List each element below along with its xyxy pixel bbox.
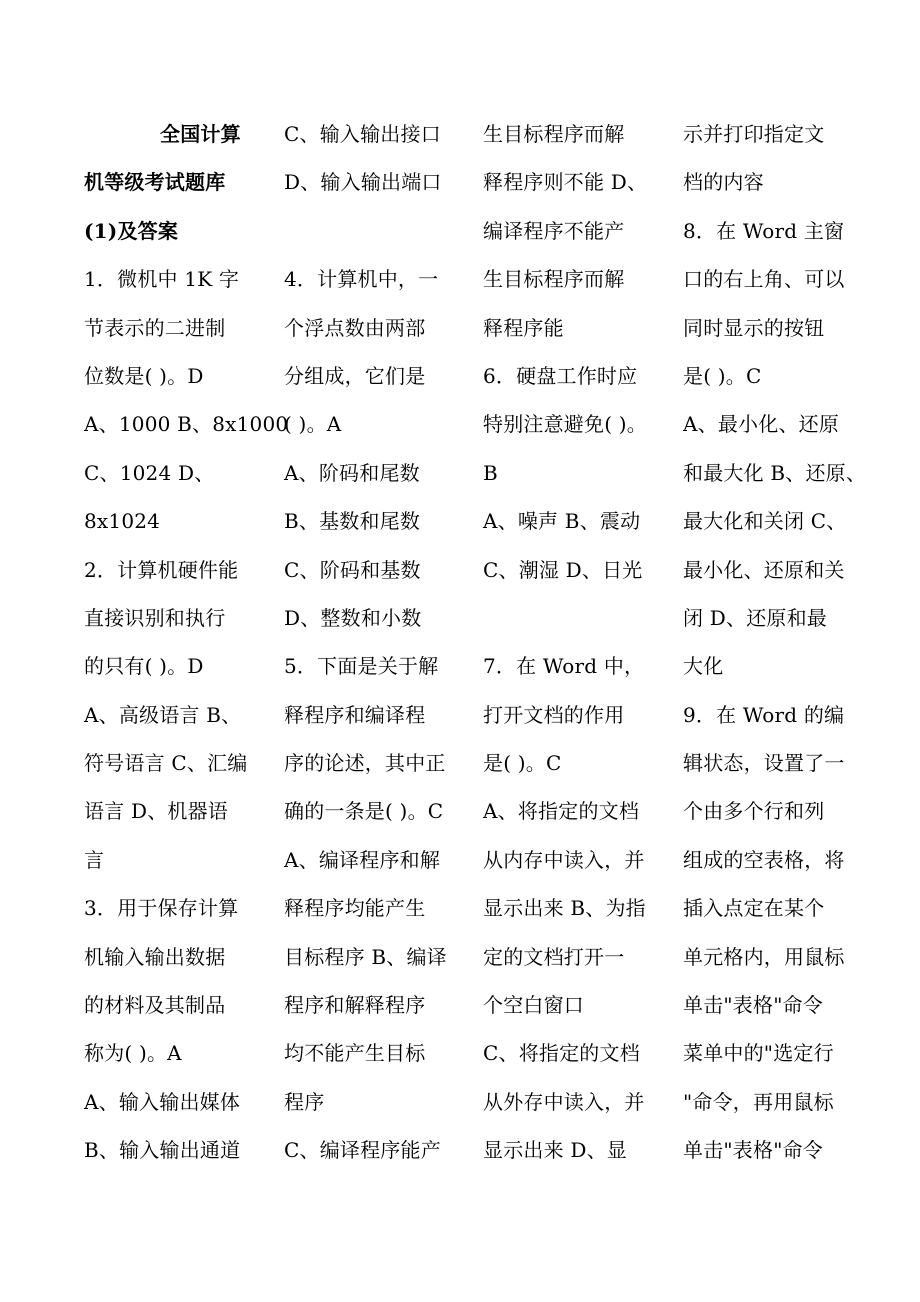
text-line [284,207,464,255]
text-line: 生目标程序而解 [483,267,625,292]
text-line: 的材料及其制品 [84,993,226,1018]
text-line: 位数是( )。D [84,363,204,388]
text-line: 节表示的二进制 [84,315,226,340]
text-line: ( )。A [284,412,342,437]
text-line: 个由多个行和列 [683,799,825,824]
text-line: 分组成，它们是 [284,363,426,388]
text-line: C、输入输出接口 [284,122,441,146]
text-line: C、阶码和基数 [284,557,421,582]
text-line: 7．在 Word 中， [483,654,645,679]
text-line: 的只有( )。D [84,654,204,679]
text-line: A、1000 B、8x1000 [84,412,289,437]
text-line: B [483,460,498,485]
text-line: A、将指定的文档 [483,799,640,824]
document-title: 全国计算 [160,122,241,146]
text-line: 档的内容 [683,170,764,195]
text-line: 辑状态，设置了一 [683,751,845,776]
text-line: 3．用于保存计算 [84,896,239,921]
text-line: A、最小化、还原 [683,412,840,437]
text-line: A、噪声 B、震动 [483,509,641,534]
text-line: C、编译程序能产 [284,1138,441,1163]
text-line: D、整数和小数 [284,605,422,630]
text-line: 8．在 Word 主窗 [683,218,845,243]
text-line: 释程序能 [483,315,564,340]
text-line: 语言 D、机器语 [84,799,228,824]
text-line: 符号语言 C、汇编 [84,751,248,776]
text-line: 定的文档打开一 [483,944,625,969]
text-column-4 [683,110,867,1175]
text-line: 直接识别和执行 [84,605,226,630]
document-title: (1)及答案 [84,218,179,243]
text-line: A、编译程序和解 [284,847,441,872]
text-line: 最小化、还原和关 [683,557,845,582]
text-line: D、输入输出端口 [284,170,442,195]
text-line: 程序和解释程序 [284,993,426,1018]
text-column-1 [84,110,289,1175]
text-line: C、潮湿 D、日光 [483,557,643,582]
text-column-3 [483,110,663,1175]
text-line: A、高级语言 B、 [84,702,242,727]
text-line: B、基数和尾数 [284,509,421,534]
text-line: 言 [84,847,105,872]
text-line: A、输入输出媒体 [84,1089,241,1114]
text-line: 最大化和关闭 C、 [683,509,847,534]
text-line: 2．计算机硬件能 [84,557,239,582]
text-line: 个浮点数由两部 [284,315,426,340]
text-line: 和最大化 B、还原、 [683,460,867,485]
text-line: 示并打印指定文 [683,122,825,146]
text-line: 均不能产生目标 [284,1041,426,1066]
text-line: 释程序和编译程 [284,702,426,727]
text-line: C、将指定的文档 [483,1041,640,1066]
text-line: 显示出来 B、为指 [483,896,646,921]
text-line: 大化 [683,654,724,679]
text-line: 单击"表格"命令 [683,993,823,1018]
text-line: 目标程序 B、编译 [284,944,447,969]
text-line: 单击"表格"命令 [683,1138,823,1163]
text-line: 打开文档的作用 [483,702,625,727]
text-line: "命令，再用鼠标 [683,1089,834,1114]
text-line: 闭 D、还原和最 [683,605,827,630]
text-line: 生目标程序而解 [483,122,625,146]
text-line: 菜单中的"选定行 [683,1041,834,1066]
text-column-2 [284,110,464,1175]
text-line: 显示出来 D、显 [483,1138,627,1163]
text-line: 5．下面是关于解 [284,654,439,679]
text-line: 确的一条是( )。C [284,799,444,824]
text-line: 从外存中读入，并 [483,1089,645,1114]
text-line: 是( )。C [483,751,562,776]
text-line: 插入点定在某个 [683,896,825,921]
text-line: 称为( )。A [84,1041,182,1066]
text-line: 特别注意避免( )。 [483,412,647,437]
text-line: 9．在 Word 的编 [683,702,845,727]
text-line: 从内存中读入，并 [483,847,645,872]
text-line: 释程序均能产生 [284,896,426,921]
text-line: 是( )。C [683,363,762,388]
text-line: 单元格内，用鼠标 [683,944,845,969]
text-line: 机输入输出数据 [84,944,226,969]
text-line: 程序 [284,1089,325,1114]
text-line: 个空白窗口 [483,993,584,1018]
document-title: 机等级考试题库 [84,170,226,195]
text-line: 释程序则不能 D、 [483,170,648,195]
text-line: B、输入输出通道 [84,1138,241,1163]
text-line [483,594,663,642]
text-line: 组成的空表格，将 [683,847,845,872]
text-line: 8x1024 [84,509,161,534]
text-line: 4．计算机中，一 [284,267,439,292]
text-line: 同时显示的按钮 [683,315,825,340]
text-line: 口的右上角、可以 [683,267,845,292]
text-line: A、阶码和尾数 [284,460,420,485]
text-line: 6．硬盘工作时应 [483,363,638,388]
text-line: 序的论述，其中正 [284,751,446,776]
text-line: 1．微机中 1K 字 [84,267,240,292]
text-line: C、1024 D、 [84,460,215,485]
text-line: 编译程序不能产 [483,218,625,243]
